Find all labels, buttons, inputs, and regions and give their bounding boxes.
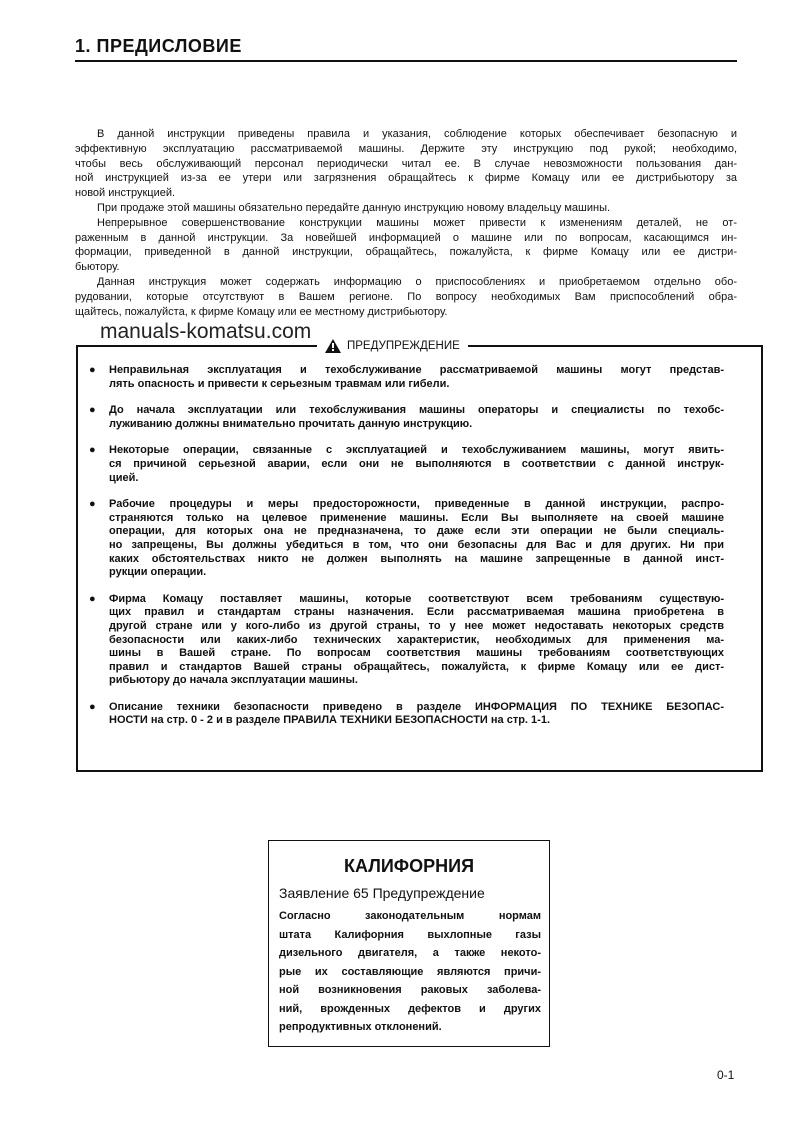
text-line: ной возникновения раковых заболева- [279, 984, 541, 996]
text-line: формации, приведенной в данной инструкции, обращайтесь, пожалуйста, к фирме Комацу или ее дистри- [75, 246, 737, 259]
page-title: 1. ПРЕДИСЛОВИЕ [75, 36, 242, 56]
text-line: ний, врожденных дефектов и других [279, 1002, 541, 1015]
text-line: новой инструкцией. [75, 187, 176, 200]
watermark: manuals-komatsu.com [100, 320, 312, 343]
text-line: В данной инструкции приведены правила и указания, соблюдение которых обеспечивает безопасную и [97, 128, 737, 140]
text-line: лять опасность и привести к серьезным травмам или гибели. [109, 377, 450, 390]
text-line: НОСТИ на стр. 0 - 2 и в разделе ПРАВИЛА ТЕХНИКИ БЕЗОПАСНОСТИ на стр. 1-1. [109, 714, 550, 727]
california-subtitle: Заявление 65 Предупреждение [279, 885, 485, 901]
text-line: страняются только на целевое применение машины. Если Вы выполняете на своей машине [109, 511, 724, 524]
warning-heading [317, 338, 468, 354]
text-line: Рабочие процедуры и меры предосторожности, приведенные в данной инструкции, распро- [109, 498, 724, 511]
text-line: безопасности или каких-либо технических характеристик, необходимых для применения ма- [109, 633, 724, 646]
text-line: дизельного двигателя, а также некото- [279, 947, 541, 959]
text-line: рудовании, которые отсутствуют в Вашем регионе. По вопросу необходимых Вам приспособлений обра- [75, 290, 737, 303]
text-line: Согласно законодательным нормам [279, 910, 541, 922]
text-line: Фирма Комацу поставляет машины, которые соответствуют всем требованиям существую- [109, 592, 724, 605]
text-line: щих правил и стандартам страны назначения. Если рассматриваемая машина приобретена в [109, 606, 724, 619]
text-line: операции, для которых она не предназначена, то даже если эти операции не были специаль- [109, 525, 724, 538]
warning-list [84, 364, 724, 741]
text-line: шины в Вашей стране. По вопросам соответствия машины требованиям соответствующих [109, 647, 724, 660]
text-line: До начала эксплуатации или техобслуживания машины операторы и специалисты по техобс- [109, 404, 724, 417]
text-line: штата Калифорния выхлопные газы [279, 928, 541, 941]
text-line: раженным в данной инструкции. За новейшей информацией о машине или по вопросам, касающимся ин- [75, 231, 737, 244]
intro-text [75, 127, 737, 319]
text-line: рые их составляющие являются причи- [279, 965, 541, 978]
text-line: рибьютору до начала эксплуатации машины. [109, 674, 358, 687]
bullet-icon: ● [89, 498, 96, 511]
text-line: луживанию должны внимательно прочитать данную инструкцию. [109, 417, 473, 430]
text-line: репродуктивных отклонений. [279, 1021, 442, 1033]
bullet-icon: ● [89, 592, 96, 605]
warning-item [84, 444, 724, 485]
paragraph [75, 275, 737, 319]
bullet-icon: ● [89, 404, 96, 417]
text-line: чтобы весь обслуживающий персонал периодически читал ее. В случае невозможности пользования дан- [75, 157, 737, 170]
warning-item [84, 364, 724, 391]
text-line: ной инструкцией из-за ее утери или загрязнения обращайтесь к фирме Комацу или ее дистрибьютору за [75, 172, 737, 185]
california-title: КАЛИФОРНИЯ [343, 856, 475, 876]
bullet-icon: ● [89, 700, 96, 713]
text-line: эффективную эксплуатацию рассматриваемой машины. Держите эту инструкцию под рукой; необходимо, [75, 142, 737, 155]
warning-triangle-icon [325, 339, 341, 353]
warning-item [84, 593, 724, 688]
text-line: другой стране или у кого-либо из другой страны, то у нее может недоставать некоторых средств [109, 619, 724, 632]
text-line: но запрещены, Вы должны убедиться в том, что они безопасны для Вас и для других. Ни при [109, 538, 724, 551]
text-line: Данная инструкция может содержать информацию о приспособлениях и приобретаемом отдельно обо- [97, 275, 737, 288]
california-notice-box [268, 840, 550, 1047]
warning-heading-label: ПРЕДУПРЕЖДЕНИЕ [347, 340, 460, 352]
title-underline [75, 60, 737, 62]
warning-box [76, 340, 763, 772]
text-line: бьютору. [75, 261, 120, 274]
text-line: правил и стандартов Вашей страны обращайтесь, пожалуйста, к фирме Комацу или ее дист- [109, 660, 724, 673]
paragraph [75, 201, 737, 216]
paragraph [75, 127, 737, 201]
page-number: 0-1 [717, 1068, 735, 1082]
california-text [279, 907, 541, 1037]
text-line: Некоторые операции, связанные с эксплуатацией и техобслуживанием машины, могут явить- [109, 444, 724, 457]
warning-item [84, 404, 724, 431]
text-line: рукции операции. [109, 566, 207, 579]
text-line: ся причиной серьезной аварии, если они не выполняются в соответствии с данной инструк- [109, 457, 724, 470]
paragraph [75, 216, 737, 275]
warning-item [84, 498, 724, 580]
text-line: цией. [109, 471, 139, 484]
warning-item [84, 701, 724, 728]
text-line: Описание техники безопасности приведено в разделе ИНФОРМАЦИЯ ПО ТЕХНИКЕ БЕЗОПАС- [109, 700, 724, 713]
text-line: При продаже этой машины обязательно передайте данную инструкцию новому владельцу машины. [97, 201, 611, 214]
bullet-icon: ● [89, 364, 96, 376]
text-line: Непрерывное совершенствование конструкции машины может привести к изменениям деталей, не от- [97, 216, 737, 229]
text-line: каких обстоятельствах никто не должен выполнять на машине запрещенные в данной инст- [109, 552, 724, 565]
text-line: щайтесь, пожалуйста, к фирме Комацу или ее местному дистрибьютору. [75, 305, 448, 318]
text-line: Неправильная эксплуатация и техобслуживание рассматриваемой машины могут представ- [109, 364, 724, 376]
bullet-icon: ● [89, 444, 96, 457]
